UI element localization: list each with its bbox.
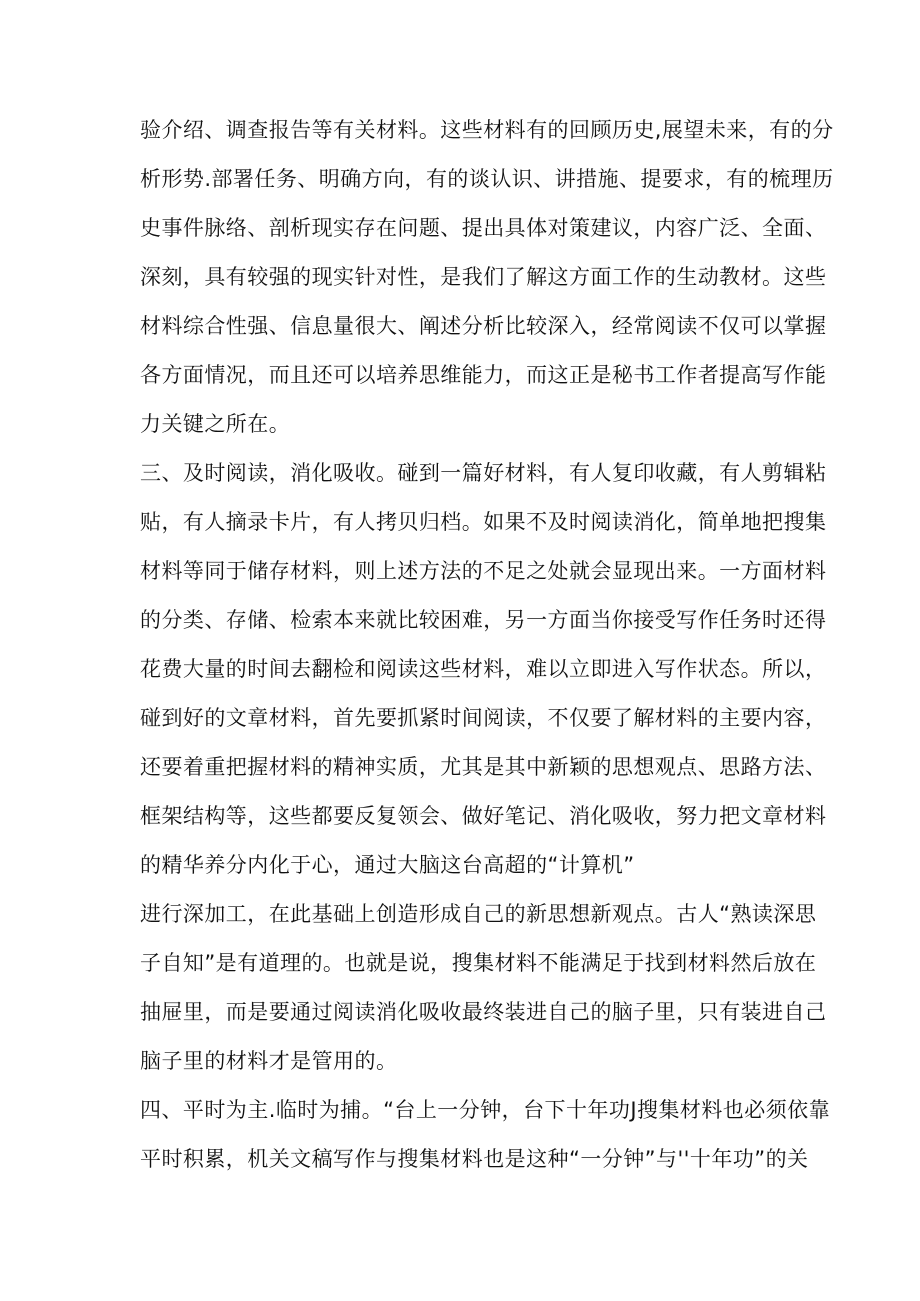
section-heading-line: 四、平时为主.临时为捕。“台上一分钟，台下十年功J搜集材料也必须依靠 xyxy=(140,1098,831,1122)
text-line: 抽屉里，而是要通过阅读消化吸收最终装进自己的脑子里，只有装进自己 xyxy=(140,1000,827,1024)
text-line: 子自知”是有道理的。也就是说，搜集材料不能满足于找到材料然后放在 xyxy=(140,951,817,975)
text-line: 史事件脉络、剖析现实存在问题、提出具体对策建议，内容广泛、全面、 xyxy=(140,216,827,240)
text-line: 析形势.部署任务、明确方向，有的谈认识、讲措施、提要求，有的梳理历 xyxy=(140,167,834,191)
text-line: 还要着重把握材料的精神实质，尤其是其中新颖的思想观点、思路方法、 xyxy=(140,755,827,779)
text-line: 各方面情况，而且还可以培养思维能力，而这正是秘书工作者提高写作能 xyxy=(140,363,827,387)
text-line: 平时积累，机关文稿写作与搜集材料也是这种“一分钟”与''十年功”的关 xyxy=(140,1147,809,1171)
text-line: 花费大量的时间去翻检和阅读这些材料，难以立即进入写作状态。所以， xyxy=(140,657,827,681)
text-line: 框架结构等，这些都要反复领会、做好笔记、消化吸收，努力把文章材料 xyxy=(140,804,827,828)
text-line: 贴，有人摘录卡片，有人拷贝归档。如果不及时阅读消化，简单地把搜集 xyxy=(140,510,827,534)
text-line: 的分类、存储、检索本来就比较困难，另一方面当你接受写作任务时还得 xyxy=(140,608,827,632)
text-line: 深刻，具有较强的现实针对性，是我们了解这方面工作的生动教材。这些 xyxy=(140,265,827,289)
text-line: 力关键之所在。 xyxy=(140,412,291,436)
text-line: 进行深加工，在此基础上创造形成自己的新思想新观点。古人“熟读深思 xyxy=(140,902,817,926)
text-line: 材料综合性强、信息量很大、阐述分析比较深入，经常阅读不仅可以掌握 xyxy=(140,314,827,338)
document-body xyxy=(140,112,834,1190)
text-line: 碰到好的文章材料，首先要抓紧时间阅读，不仅要了解材料的主要内容， xyxy=(140,706,827,730)
text-line: 材料等同于储存材料，则上述方法的不足之处就会显现出来。一方面材料 xyxy=(140,559,827,583)
section-heading-line: 三、及时阅读，消化吸收。碰到一篇好材料，有人复印收藏，有人剪辑粘 xyxy=(140,461,827,485)
text-line: 脑子里的材料才是管用的。 xyxy=(140,1049,398,1073)
text-line: 的精华养分内化于心，通过大脑这台高超的“计算机” xyxy=(140,853,635,877)
text-line: 验介绍、调查报告等有关材料。这些材料有的回顾历史,展望未来，有的分 xyxy=(140,118,834,142)
